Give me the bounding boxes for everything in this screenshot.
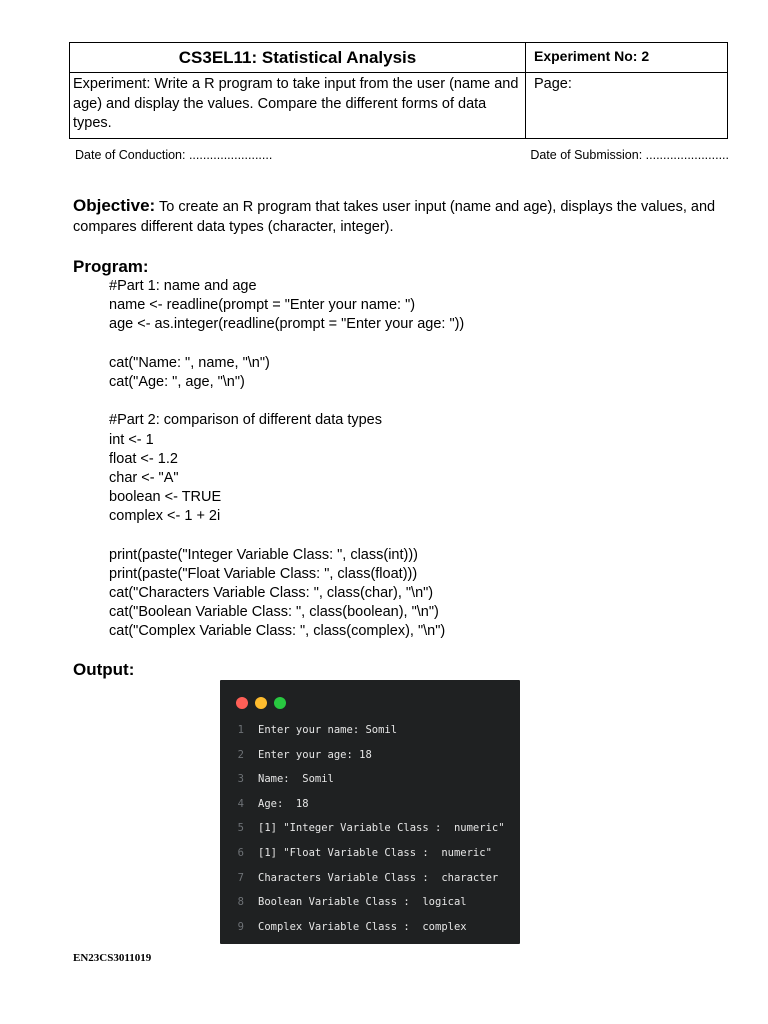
line-number: 2 (237, 748, 244, 761)
program-label: Program: (73, 257, 149, 276)
date-of-submission: Date of Submission: ........................ (530, 148, 729, 162)
terminal-text: Complex Variable Class : complex (258, 920, 467, 933)
experiment-number: Experiment No: 2 (526, 43, 728, 73)
line-number: 1 (237, 724, 244, 736)
objective-text: To create an R program that takes user input (name and age), displays the values, and compares different data types (character, integer). (73, 199, 716, 235)
line-number: 9 (237, 920, 244, 933)
code-line: cat("Boolean Variable Class: ", class(boolean), "\n") (109, 604, 439, 621)
code-line (109, 335, 464, 354)
code-line: cat("Characters Variable Class: ", class(char), "\n") (109, 585, 434, 601)
code-line: print(paste("Integer Variable Class: ", class(int))) (109, 546, 418, 563)
line-number: 6 (237, 846, 244, 859)
terminal-text: [1] "Integer Variable Class : numeric" (258, 822, 505, 835)
code-line: float <- 1.2 (109, 450, 178, 467)
date-of-conduction: Date of Conduction: ........................ (75, 148, 273, 162)
code-line: int <- 1 (109, 431, 154, 448)
terminal-text: Characters Variable Class : character (258, 871, 499, 884)
code-line: name <- readline(prompt = "Enter your name: ") (109, 297, 416, 314)
terminal-line (220, 915, 520, 940)
line-number: 7 (237, 871, 244, 884)
terminal-line (220, 767, 520, 792)
course-title: CS3EL11: Statistical Analysis (70, 43, 526, 73)
terminal-text: Age: 18 (258, 797, 309, 810)
code-line: cat("Name: ", name, "\n") (109, 354, 270, 371)
maximize-dot-icon (274, 697, 286, 709)
minimize-dot-icon (255, 697, 267, 709)
program-code (109, 277, 464, 642)
code-line: age <- as.integer(readline(prompt = "Enter your age: ")) (109, 316, 465, 333)
terminal-line (220, 890, 520, 915)
terminal-line (220, 743, 520, 768)
code-line: print(paste("Float Variable Class: ", class(float))) (109, 565, 418, 582)
page-label: Page: (526, 73, 728, 139)
experiment-description: Experiment: Write a R program to take input from the user (name and age) and display the values. Compare the different forms of data types. (70, 73, 526, 139)
terminal-line (220, 816, 520, 841)
line-number: 8 (237, 896, 244, 909)
line-number: 5 (237, 822, 244, 835)
terminal-lines (220, 718, 520, 939)
terminal-line (220, 866, 520, 891)
terminal-output (220, 680, 520, 944)
objective-section (73, 196, 733, 237)
close-dot-icon (236, 697, 248, 709)
terminal-text: Enter your age: 18 (258, 748, 372, 761)
objective-label: Objective: (73, 196, 156, 215)
code-line: cat("Complex Variable Class: ", class(complex), "\n") (109, 623, 446, 640)
terminal-text: Boolean Variable Class : logical (258, 896, 467, 909)
code-line: boolean <- TRUE (109, 489, 222, 506)
line-number: 4 (237, 797, 244, 810)
line-number: 3 (237, 773, 244, 786)
header-table (69, 42, 728, 139)
terminal-line (220, 841, 520, 866)
code-line: #Part 2: comparison of different data types (109, 412, 382, 429)
enrollment-number: EN23CS3011019 (73, 952, 152, 964)
code-line (109, 526, 464, 545)
terminal-line (220, 718, 520, 743)
code-line: #Part 1: name and age (109, 278, 257, 294)
terminal-text: Name: Somil (258, 773, 334, 786)
terminal-text: [1] "Float Variable Class : numeric" (258, 846, 492, 859)
dates-row (75, 148, 729, 162)
terminal-line (220, 792, 520, 817)
terminal-text: Enter your name: Somil (258, 724, 398, 736)
code-line: char <- "A" (109, 469, 179, 486)
code-line (109, 392, 464, 411)
window-controls (236, 696, 293, 714)
output-label: Output: (73, 660, 135, 679)
code-line: complex <- 1 + 2i (109, 508, 221, 525)
code-line: cat("Age: ", age, "\n") (109, 373, 245, 390)
